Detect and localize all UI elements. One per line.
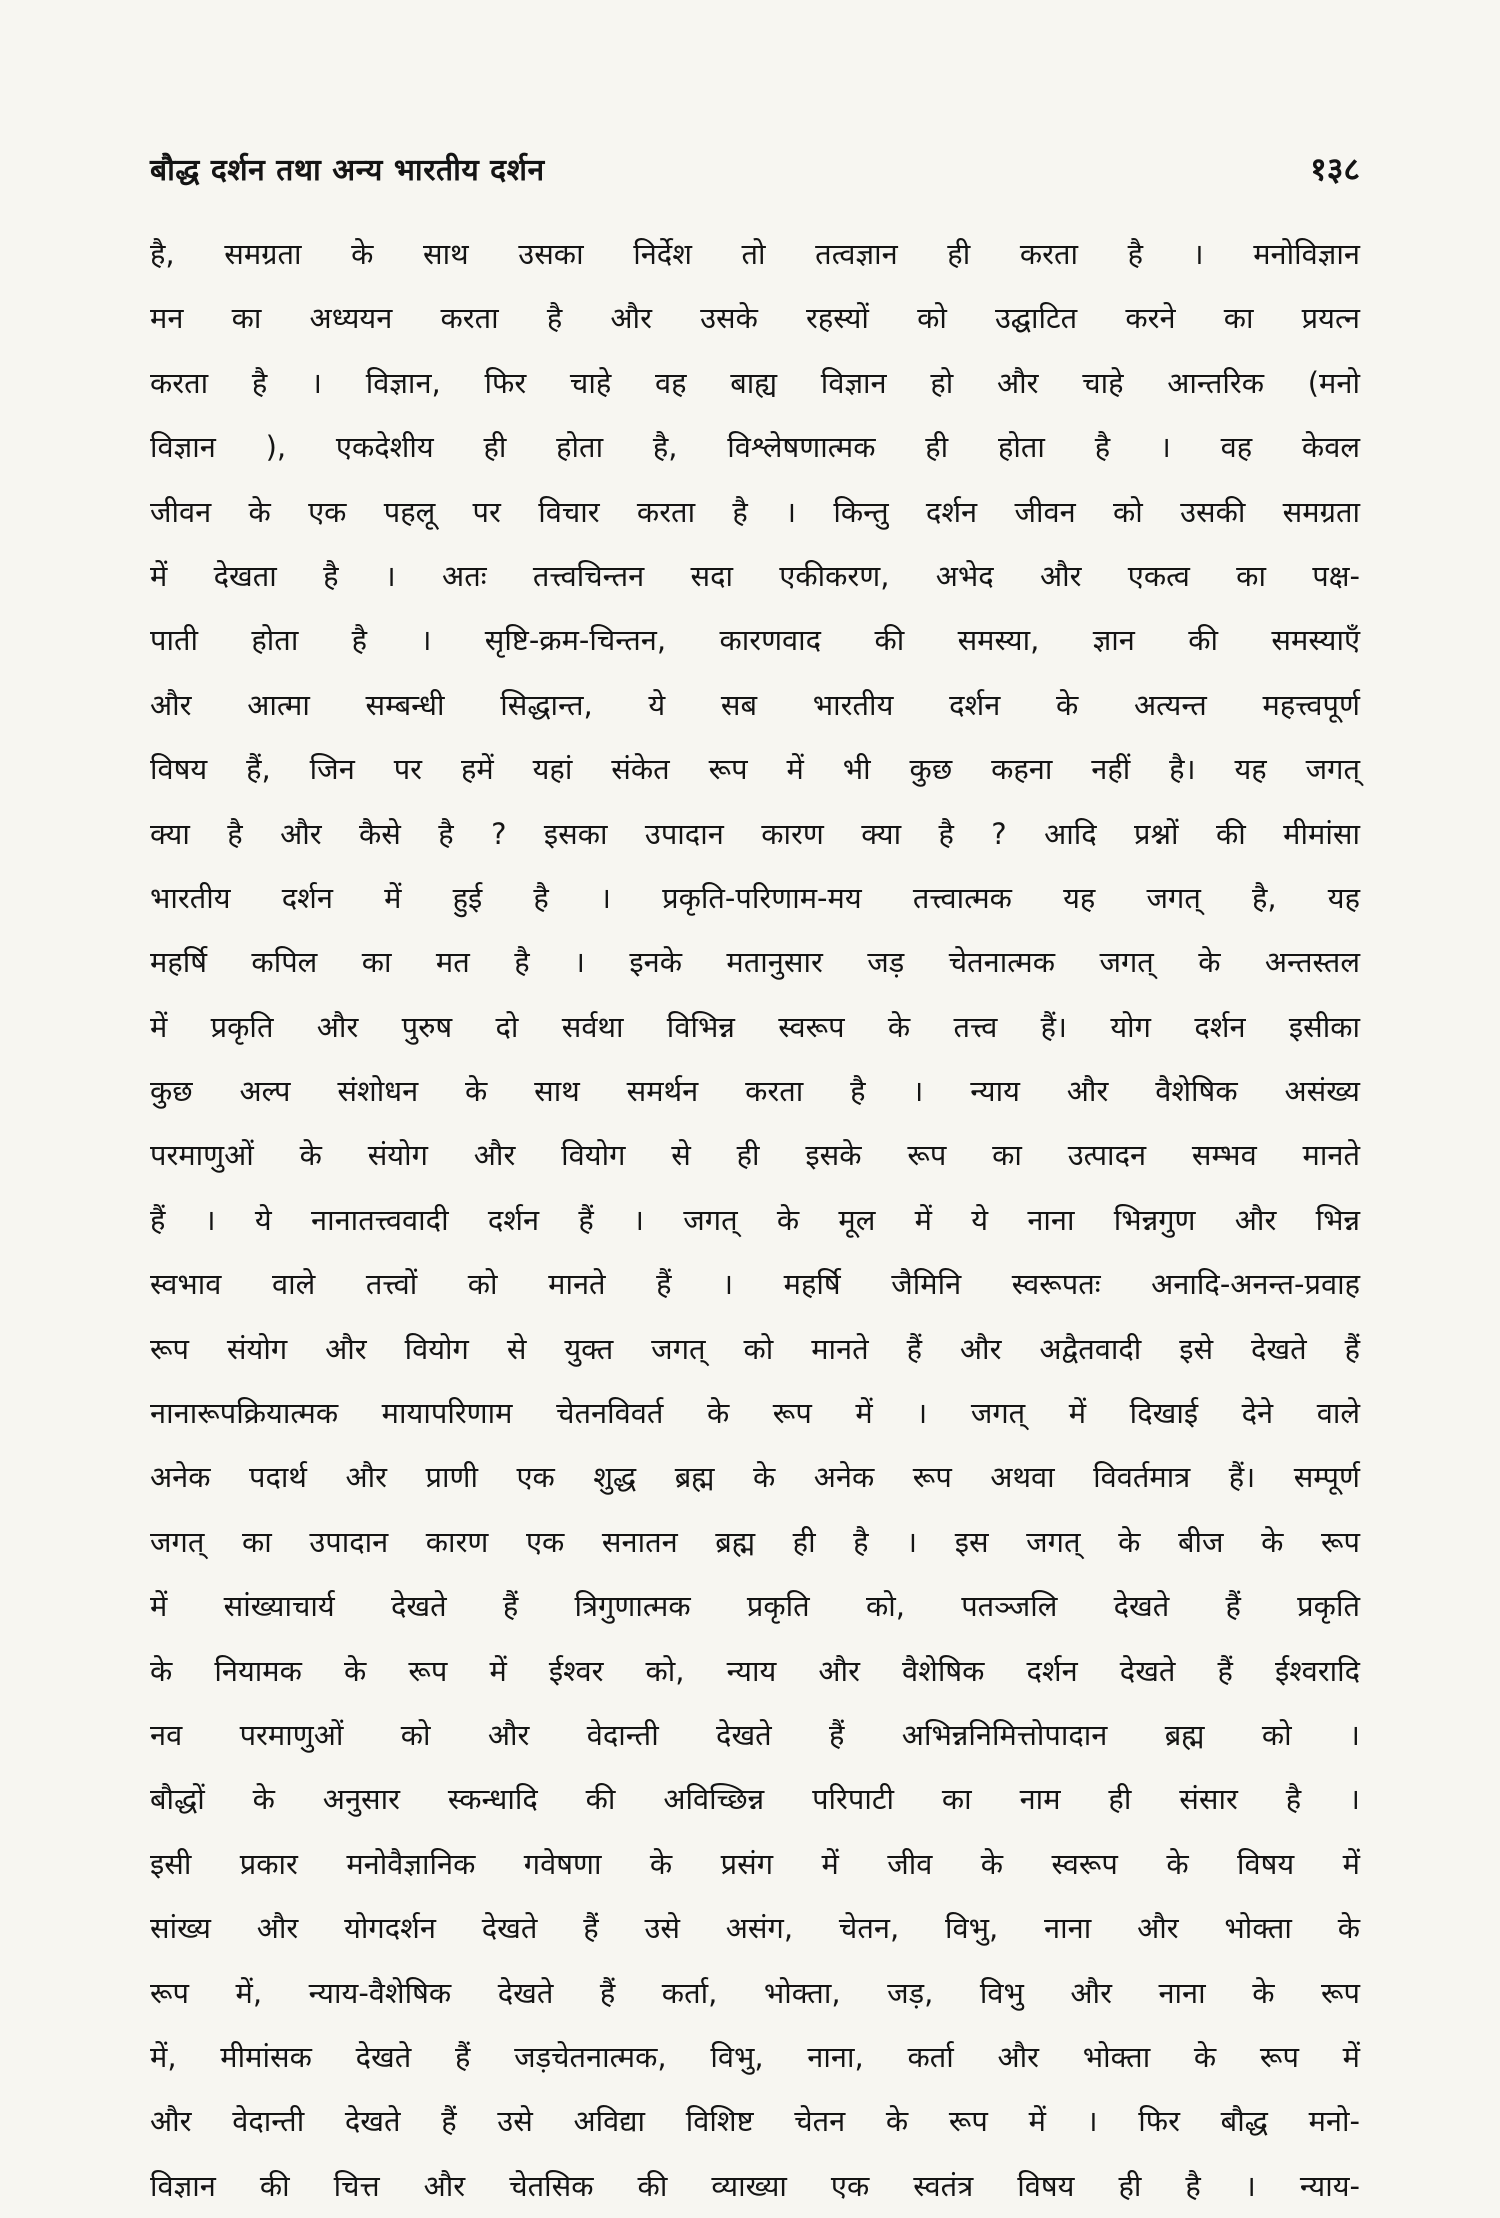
text-line: है, समग्रता के साथ उसका निर्देश तो तत्वज्ञान ही करता है । मनोविज्ञान <box>150 237 1360 271</box>
text-line: जगत् का उपादान कारण एक सनातन ब्रह्म ही है । इस जगत् के बीज के रूप <box>150 1524 1360 1559</box>
text-line: और आत्मा सम्बन्धी सिद्धान्त, ये सब भारतीय दर्शन के अत्यन्त महत्त्वपूर्ण <box>150 687 1360 722</box>
text-line: में सांख्याचार्य देखते हैं त्रिगुणात्मक प्रकृति को, पतञ्जलि देखते हैं प्रकृति <box>150 1589 1360 1624</box>
text-line: में प्रकृति और पुरुष दो सर्वथा विभिन्न स्वरूप के तत्त्व हैं। योग दर्शन इसीका <box>150 1009 1360 1044</box>
text-line: नानारूपक्रियात्मक मायापरिणाम चेतनविवर्त के रूप में । जगत् में दिखाई देने वाले <box>150 1396 1360 1431</box>
text-line: कुछ अल्प संशोधन के साथ समर्थन करता है । न्याय और वैशेषिक असंख्य <box>150 1074 1360 1109</box>
text-line: विज्ञान की चित्त और चेतसिक की व्याख्या एक स्वतंत्र विषय ही है । न्याय- <box>150 2168 1360 2203</box>
text-line: में, मीमांसक देखते हैं जड़चेतनात्मक, विभु, नाना, कर्ता और भोक्ता के रूप में <box>150 2039 1360 2074</box>
text-line: नव परमाणुओं को और वेदान्ती देखते हैं अभिन्ननिमित्तोपादान ब्रह्म को । <box>150 1717 1360 1752</box>
text-line: स्वभाव वाले तत्त्वों को मानते हैं । महर्षि जैमिनि स्वरूपतः अनादि-अनन्त-प्रवाह <box>150 1267 1360 1302</box>
text-line: रूप में, न्याय-वैशेषिक देखते हैं कर्ता, भोक्ता, जड़, विभु और नाना के रूप <box>150 1975 1360 2010</box>
text-line: परमाणुओं के संयोग और वियोग से ही इसके रूप का उत्पादन सम्भव मानते <box>150 1138 1360 1173</box>
body-text <box>150 222 1360 2218</box>
text-line: मन का अध्ययन करता है और उसके रहस्यों को उद्घाटित करने का प्रयत्न <box>150 301 1360 336</box>
text-line: हैं । ये नानातत्त्ववादी दर्शन हैं । जगत् के मूल में ये नाना भिन्नगुण और भिन्न <box>150 1202 1360 1237</box>
text-line: महर्षि कपिल का मत है । इनके मतानुसार जड़ चेतनात्मक जगत् के अन्तस्तल <box>150 945 1360 980</box>
page-number: १३८ <box>1310 149 1360 188</box>
text-line: रूप संयोग और वियोग से युक्त जगत् को मानते हैं और अद्वैतवादी इसे देखते हैं <box>150 1331 1360 1366</box>
page-header <box>150 140 1360 196</box>
text-line: क्या है और कैसे है ? इसका उपादान कारण क्या है ? आदि प्रश्नों की मीमांसा <box>150 816 1360 851</box>
text-line: पाती होता है । सृष्टि-क्रम-चिन्तन, कारणवाद की समस्या, ज्ञान की समस्याएँ <box>150 623 1360 658</box>
text-line: जीवन के एक पहलू पर विचार करता है । किन्तु दर्शन जीवन को उसकी समग्रता <box>150 494 1360 529</box>
text-line: विज्ञान ), एकदेशीय ही होता है, विश्लेषणात्मक ही होता है । वह केवल <box>150 430 1360 465</box>
text-line: में देखता है । अतः तत्त्वचिन्तन सदा एकीकरण, अभेद और एकत्व का पक्ष- <box>150 558 1360 593</box>
text-line: अनेक पदार्थ और प्राणी एक शुद्ध ब्रह्म के अनेक रूप अथवा विवर्तमात्र हैं। सम्पूर्ण <box>150 1460 1360 1495</box>
text-line: सांख्य और योगदर्शन देखते हैं उसे असंग, चेतन, विभु, नाना और भोक्ता के <box>150 1911 1360 1946</box>
text-line: बौद्धों के अनुसार स्कन्धादि की अविच्छिन्न परिपाटी का नाम ही संसार है । <box>150 1782 1360 1817</box>
text-line: इसी प्रकार मनोवैज्ञानिक गवेषणा के प्रसंग में जीव के स्वरूप के विषय में <box>150 1846 1360 1881</box>
text-line: भारतीय दर्शन में हुई है । प्रकृति-परिणाम-मय तत्त्वात्मक यह जगत् है, यह <box>150 880 1360 915</box>
text-line: और वेदान्ती देखते हैं उसे अविद्या विशिष्ट चेतन के रूप में । फिर बौद्ध मनो- <box>150 2104 1360 2139</box>
text-line: करता है । विज्ञान, फिर चाहे वह बाह्य विज्ञान हो और चाहे आन्तरिक (मनो <box>150 365 1360 400</box>
running-title: बौद्ध दर्शन तथा अन्य भारतीय दर्शन <box>150 152 545 188</box>
text-line: विषय हैं, जिन पर हमें यहां संकेत रूप में भी कुछ कहना नहीं है। यह जगत् <box>150 752 1360 787</box>
text-line: के नियामक के रूप में ईश्वर को, न्याय और वैशेषिक दर्शन देखते हैं ईश्वरादि <box>150 1653 1360 1688</box>
